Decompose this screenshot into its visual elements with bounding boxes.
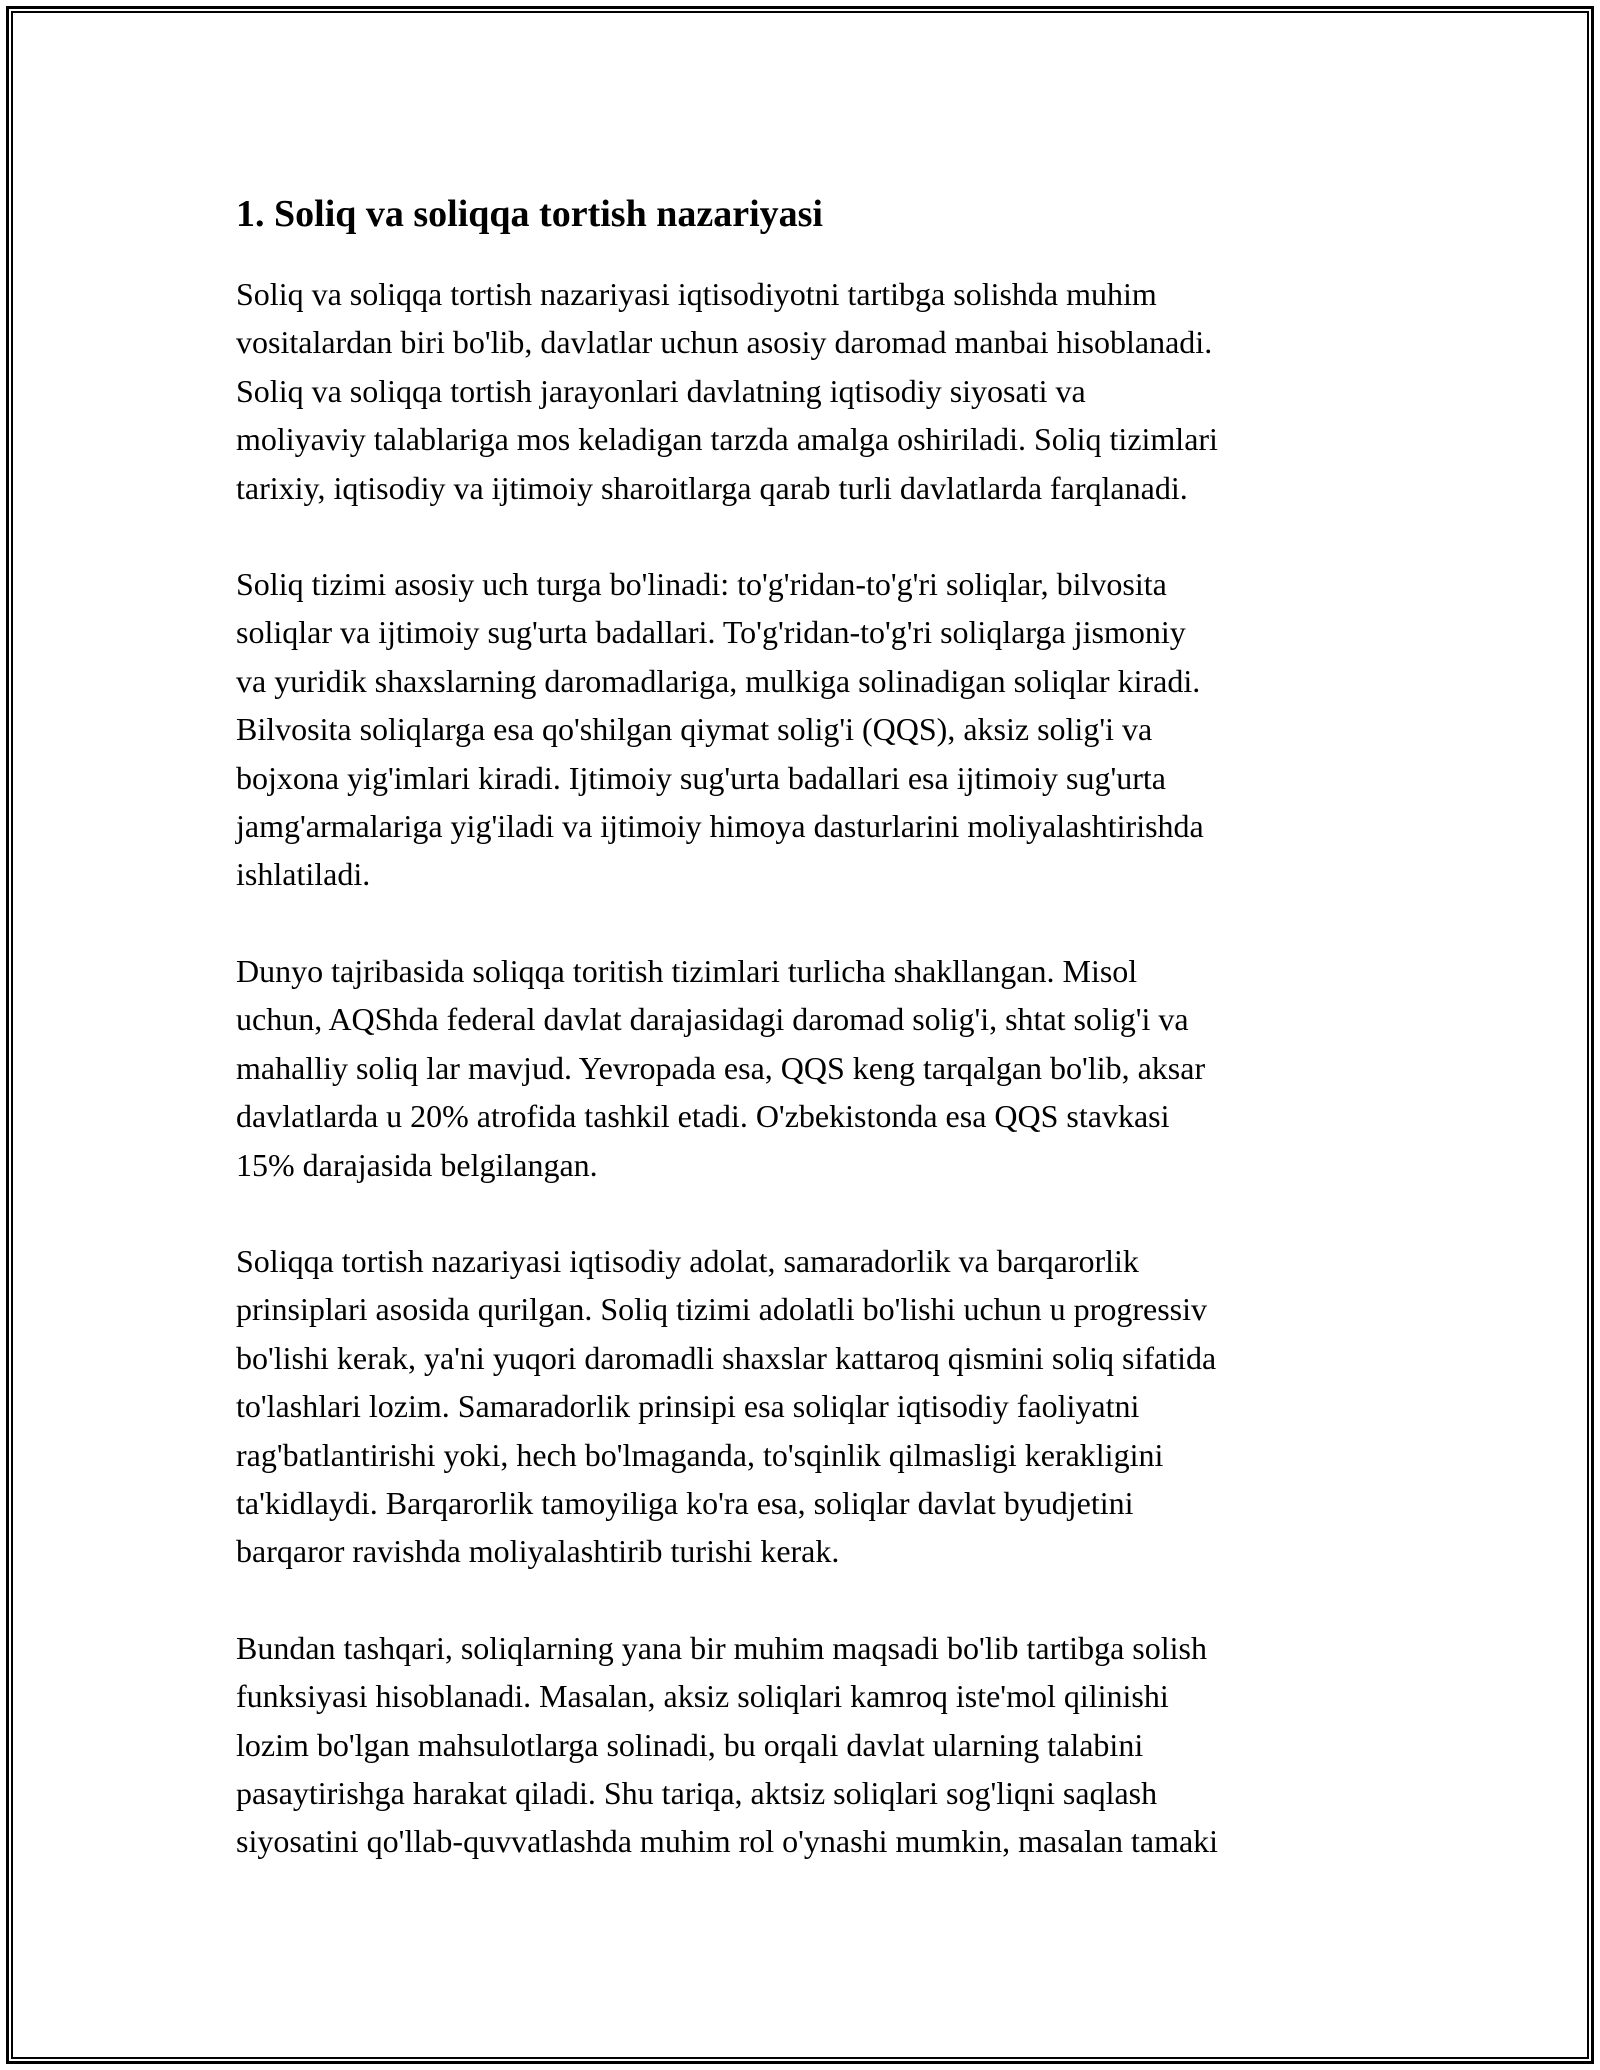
paragraph-tax-types: Soliq tizimi asosiy uch turga bo'linadi: to'g'ridan-to'g'ri soliqlar, bilvosita soliqlar va ijtimoiy sug'urta badallari. To'g'ridan-to'g'ri soliqlarga jismoniy va yuridik shaxslarning daromadlariga, mulkiga solinadigan soliqlar kiradi. Bilvosita soliqlarga esa qo'shilgan qiymat solig'i (QQS), aksiz solig'i va bojxona yig'imlari kiradi. Ijtimoiy sug'urta badallari esa ijtimoiy sug'urta jamg'armalariga yig'iladi va ijtimoiy himoya dasturlarini moliyalashtirishda ishlatiladi. (236, 566, 1204, 893)
document-body (236, 186, 1376, 1914)
paragraph-principles: Soliqqa tortish nazariyasi iqtisodiy adolat, samaradorlik va barqarorlik prinsiplari asosida qurilgan. Soliq tizimi adolatli bo'lishi uchun u progressiv bo'lishi kerak, ya'ni yuqori daromadli shaxslar kattaroq qismini soliq sifatida to'lashlari lozim. Samaradorlik prinsipi esa soliqlar iqtisodiy faoliyatni rag'batlantirishi yoki, hech bo'lmaganda, to'sqinlik qilmasligi kerakligini ta'kidlaydi. Barqarorlik tamoyiliga ko'ra esa, soliqlar davlat byudjetini barqaror ravishda moliyalashtirib turishi kerak. (236, 1242, 1217, 1570)
section-heading: 1. Soliq va soliqqa tortish nazariyasi (236, 193, 823, 235)
paragraph-world-experience: Dunyo tajribasida soliqqa toritish tizimlari turlicha shakllangan. Misol uchun, AQShda federal davlat darajasidagi daromad solig'i, shtat solig'i va mahalliy soliq lar mavjud. Yevropada esa, QQS keng tarqalgan bo'lib, aksar davlatlarda u 20% atrofida tashkil etadi. O'zbekistonda esa QQS stavkasi 15% darajasida belgilangan. (236, 952, 1206, 1183)
paragraph-intro: Soliq va soliqqa tortish nazariyasi iqtisodiyotni tartibga solishda muhim vositalardan biri bo'lib, davlatlar uchun asosiy daromad manbai hisoblanadi. Soliq va soliqqa tortish jarayonlari davlatning iqtisodiy siyosati va moliyaviy talablariga mos keladigan tarzda amalga oshiriladi. Soliq tizimlari tarixiy, iqtisodiy va ijtimoiy sharoitlarga qarab turli davlatlarda farqlanadi. (236, 276, 1218, 506)
paragraph-regulatory-function: Bundan tashqari, soliqlarning yana bir muhim maqsadi bo'lib tartibga solish funksiyasi hisoblanadi. Masalan, aksiz soliqlari kamroq iste'mol qilinishi lozim bo'lgan mahsulotlarga solinadi, bu orqali davlat ularning talabini pasaytirishga harakat qiladi. Shu tariqa, aktsiz soliqlari sog'liqni saqlash siyosatini qo'llab-quvvatlashda muhim rol o'ynashi mumkin, masalan tamaki (236, 1629, 1219, 1860)
